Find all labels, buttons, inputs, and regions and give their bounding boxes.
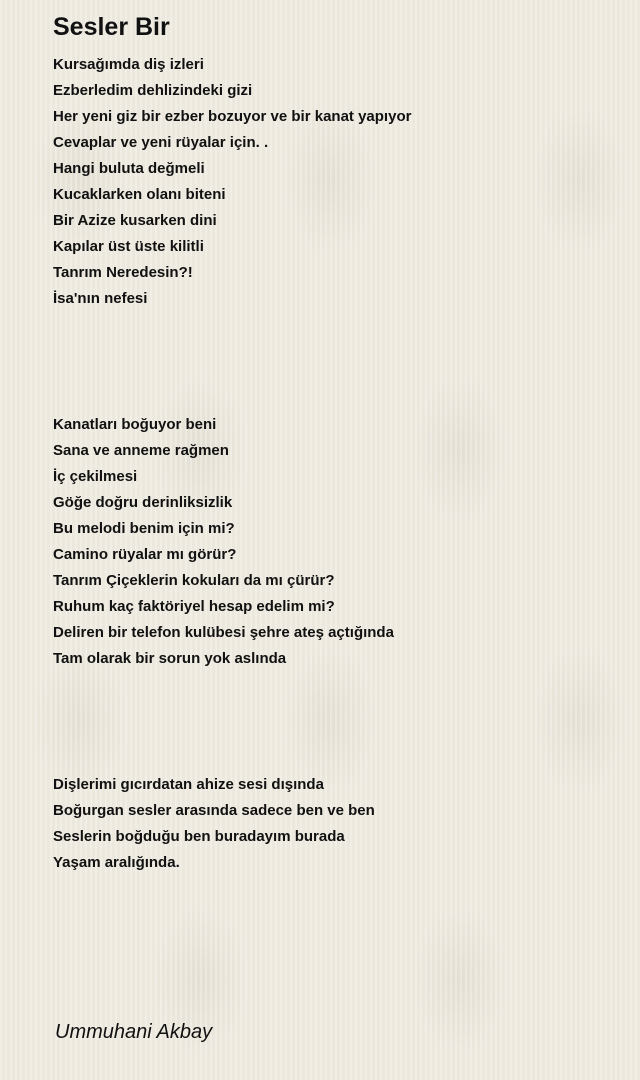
poem-line: Deliren bir telefon kulübesi şehre ateş açtığında (53, 624, 394, 641)
poem-line: Kapılar üst üste kilitli (53, 238, 204, 255)
poem-line: Camino rüyalar mı görür? (53, 546, 237, 563)
poem-line: İsa'nın nefesi (53, 290, 148, 307)
poem-line: Boğurgan sesler arasında sadece ben ve ben (53, 802, 375, 819)
poem-line: Kursağımda diş izleri (53, 56, 204, 73)
poem-line: Cevaplar ve yeni rüyalar için. . (53, 134, 269, 151)
poem-line: Kanatları boğuyor beni (53, 416, 217, 433)
poem-author: Ummuhani Akbay (55, 1021, 213, 1043)
poem-line: Bu melodi benim için mi? (53, 520, 235, 537)
stanza-1 (53, 52, 411, 312)
poem-line: Hangi buluta değmeli (53, 160, 205, 177)
poem-line: Ezberledim dehlizindeki gizi (53, 82, 253, 99)
poem-line: Göğe doğru derinliksizlik (53, 494, 233, 511)
poem-line: Tanrım Neredesin?! (53, 264, 193, 281)
poem-line: Kucaklarken olanı biteni (53, 186, 226, 203)
poem-line: Her yeni giz bir ezber bozuyor ve bir kanat yapıyor (53, 108, 412, 125)
poem-line: Tanrım Çiçeklerin kokuları da mı çürür? (53, 572, 335, 589)
poem-line: Yaşam aralığında. (53, 854, 180, 871)
poem-title: Sesler Bir (53, 13, 170, 41)
poem-line: Tam olarak bir sorun yok aslında (53, 650, 287, 667)
poem-line: İç çekilmesi (53, 468, 138, 485)
poem-line: Seslerin boğduğu ben buradayım burada (53, 828, 345, 845)
stanza-3 (53, 772, 375, 876)
poem-line: Ruhum kaç faktöriyel hesap edelim mi? (53, 598, 335, 615)
poem-line: Dişlerimi gıcırdatan ahize sesi dışında (53, 776, 324, 793)
poem-line: Bir Azize kusarken dini (53, 212, 217, 229)
stanza-2 (53, 412, 394, 672)
poem-line: Sana ve anneme rağmen (53, 442, 229, 459)
